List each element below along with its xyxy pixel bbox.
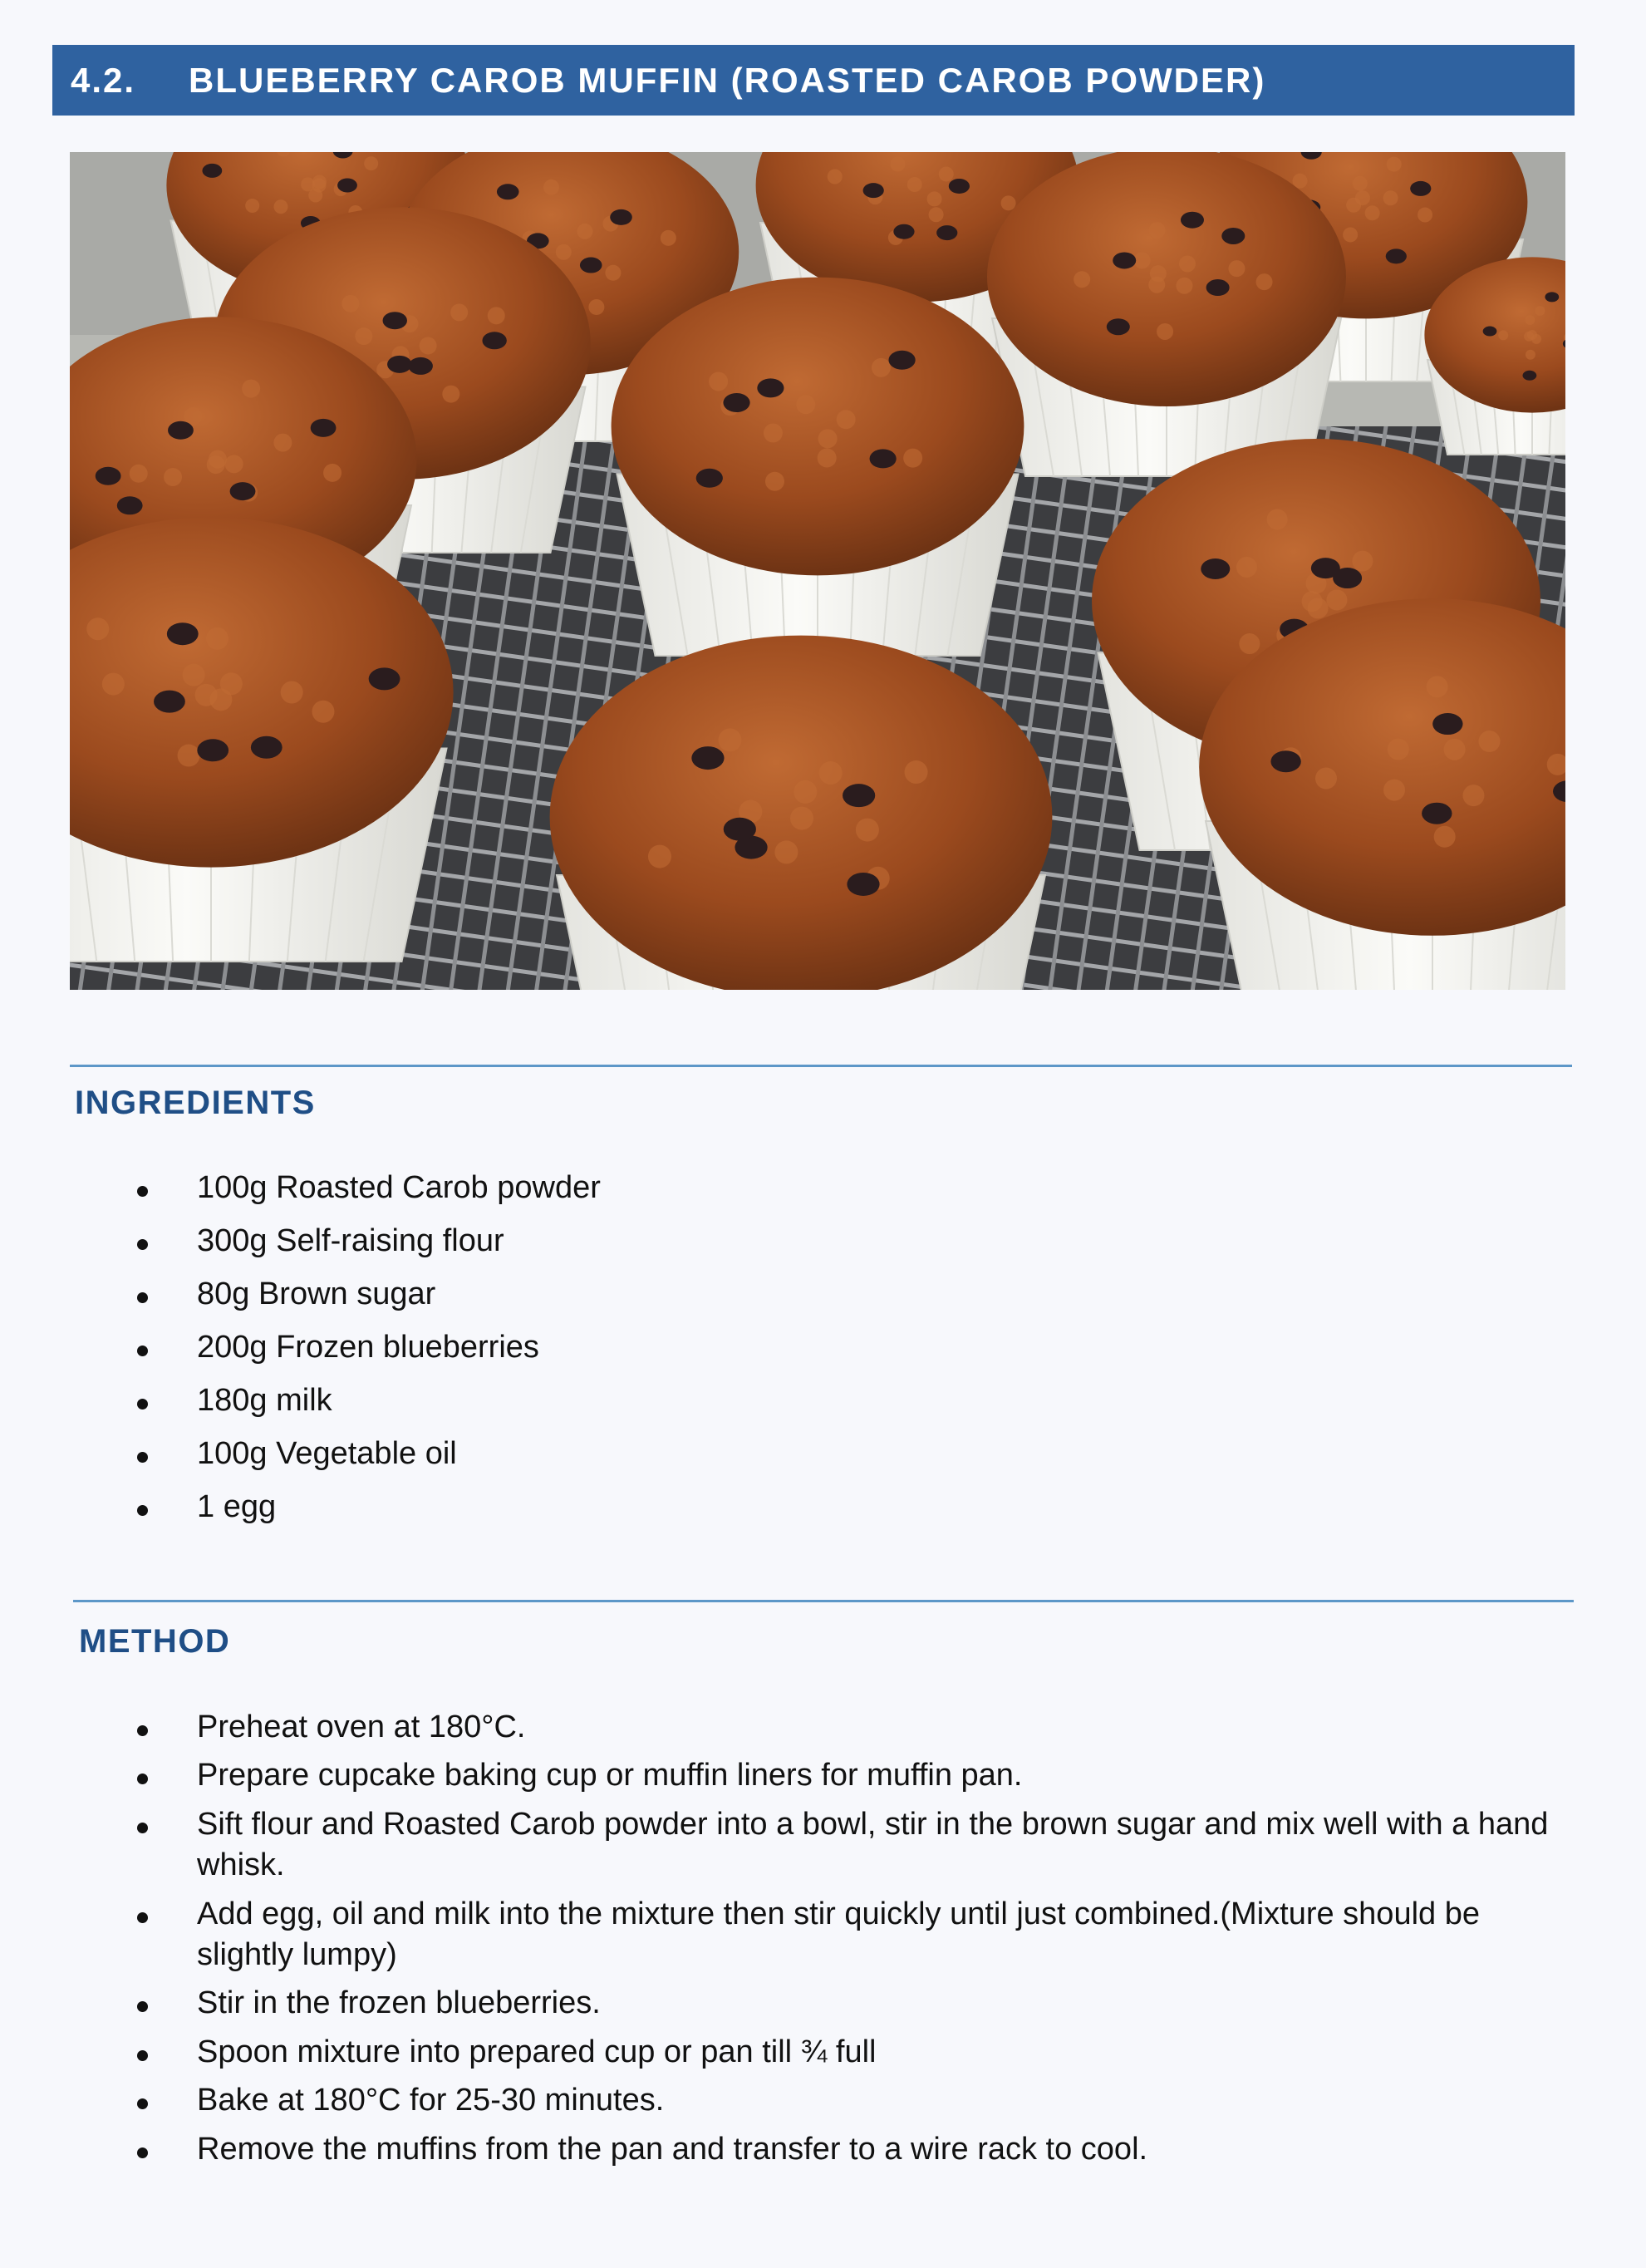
section-title-bar	[52, 45, 1575, 116]
method-list	[137, 1707, 1583, 2177]
ingredients-divider	[70, 1065, 1572, 1067]
method-step: Remove the muffins from the pan and transfer to a wire rack to cool.	[137, 2129, 1583, 2170]
ingredients-list	[137, 1168, 601, 1540]
method-step: Stir in the frozen blueberries.	[137, 1983, 1583, 2024]
muffin	[987, 152, 1346, 476]
muffin	[550, 636, 1053, 990]
muffins-photo	[70, 152, 1565, 990]
ingredient-item: 80g Brown sugar	[137, 1274, 601, 1327]
method-step: Spoon mixture into prepared cup or pan till ¾ full	[137, 2032, 1583, 2073]
section-number: 4.2.	[71, 60, 136, 100]
ingredient-item: 180g milk	[137, 1380, 601, 1434]
section-title: BLUEBERRY CAROB MUFFIN (ROASTED CAROB POWDER)	[189, 60, 1266, 100]
method-step: Sift flour and Roasted Carob powder into a bowl, stir in the brown sugar and mix well with a hand whisk.	[137, 1804, 1583, 1887]
method-heading: METHOD	[79, 1623, 231, 1660]
method-step: Preheat oven at 180°C.	[137, 1707, 1583, 1748]
ingredient-item: 300g Self-raising flour	[137, 1221, 601, 1274]
ingredient-item: 1 egg	[137, 1487, 601, 1540]
ingredient-item: 100g Vegetable oil	[137, 1434, 601, 1487]
muffin	[70, 517, 454, 962]
ingredient-item: 100g Roasted Carob powder	[137, 1168, 601, 1221]
method-step: Add egg, oil and milk into the mixture then stir quickly until just combined.(Mixture should be slightly lumpy)	[137, 1894, 1583, 1976]
method-step: Bake at 180°C for 25-30 minutes.	[137, 2080, 1583, 2121]
muffin	[612, 278, 1024, 656]
ingredients-heading: INGREDIENTS	[75, 1085, 316, 1121]
ingredient-item: 200g Frozen blueberries	[137, 1327, 601, 1380]
method-step: Prepare cupcake baking cup or muffin liners for muffin pan.	[137, 1755, 1583, 1796]
method-divider	[73, 1600, 1574, 1602]
